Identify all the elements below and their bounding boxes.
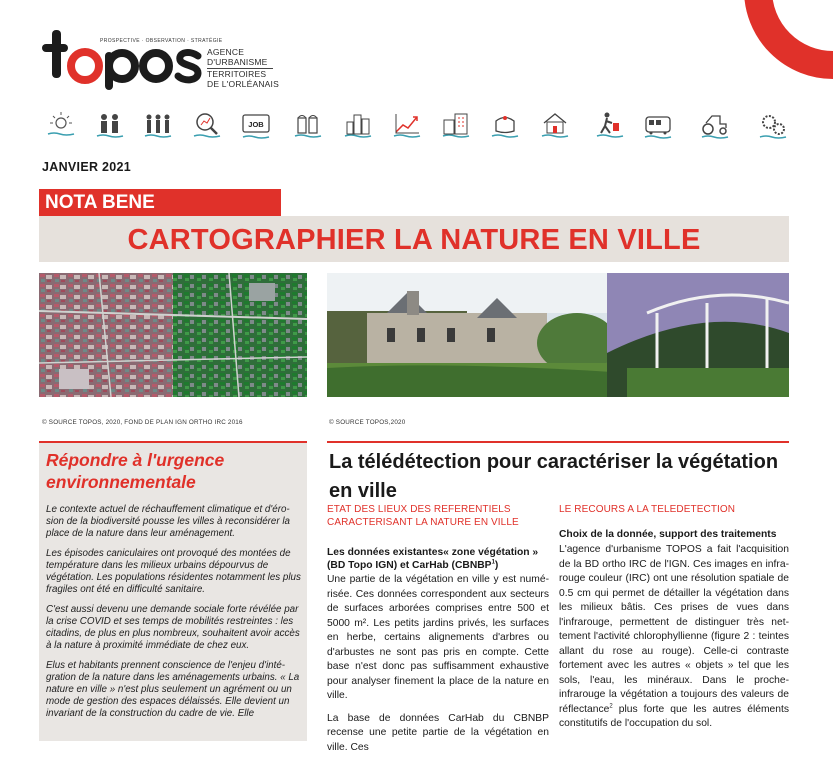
family-icon bbox=[143, 110, 173, 140]
tram-icon bbox=[643, 110, 673, 140]
sidebar-paragraph: Elus et habitants prennent conscience de l'enjeu d'intégration de la nature dans les aménagements urbains. « La nature en ville » n'est plus seulement un agrément ou un mode de gestion des espaces délaissés. Elle devient un invariant de la construction du cadre de vie. Elle bbox=[46, 660, 300, 719]
footnote-ref: 1 bbox=[491, 559, 495, 566]
sidebar-paragraph: Le contexte actuel de réchauffement climatique et d'érosion de la biodiversité pousse les villes à reconsidérer la place de la nature dans leur aménagement. bbox=[46, 504, 290, 539]
logo-tagline: PROSPECTIVE · OBSERVATION · STRATÉGIE bbox=[100, 38, 223, 44]
people-icon bbox=[95, 110, 125, 140]
column1-paragraph: La base de données CarHab du CBNBP recense une petite partie de la végétation en ville. Ces bbox=[327, 712, 549, 753]
column2-subheading: Choix de la donnée, support des traitements bbox=[559, 529, 777, 540]
footnote-ref: 2 bbox=[609, 703, 613, 710]
theme-icon-row bbox=[40, 110, 800, 140]
sidebar-paragraph: Les épisodes caniculaires ont provoqué des montées de température dans les milieux urbains dépourvus de végétation. Les populations résidentes notamment les plus fragiles ont été en difficulté sanitaire. bbox=[46, 548, 301, 595]
house-icon bbox=[540, 110, 570, 140]
column2-paragraph-text: L'agence d'urbanisme TOPOS a fait l'acquisition de la BD ortho IRC de l'IGN. Ces images en infrarouge couleur (IRC) ont une résolution spatiale de 0.5 cm qui permet de détailler la végétation dans les milieux bâtis. Ces prises de vues dans l'infrarouge, permettent de distinguer très nettement l'activité chlorophyllienne (figure 2 : teintes allant du rose au rouge). Celle-ci contraste fortement avec les autres « objets » tel que les sols, l'eau, les minéraux. Dans le proche-infrarouge la végétation a toujours des valeurs de réflectance bbox=[559, 544, 789, 715]
column1-subheading-text: Les données existantes« zone végétation » (BD Topo IGN) et CarHab (CBNBP bbox=[327, 547, 539, 571]
column1-heading: ETAT DES LIEUX DES REFERENTIELS CARACTERISANT LA NATURE EN VILLE bbox=[327, 504, 519, 528]
growth-chart-icon bbox=[392, 110, 422, 140]
agency-line: D'URBANISME bbox=[207, 56, 268, 67]
garden-photo bbox=[327, 273, 789, 397]
sidebar-paragraph: C'est aussi devenu une demande sociale forte révélée par la crise COVID et ses temps de mobilités restreintes : les citadins, de plus en plus nombreux, souhaitent avoir accès à la nature à proximité immédiate de chez eux. bbox=[46, 604, 300, 651]
agency-line: AGENCE bbox=[207, 47, 245, 57]
tractor-icon bbox=[700, 110, 730, 140]
article-top-rule bbox=[327, 441, 789, 443]
column1-paragraph: Une partie de la végétation en ville y est numérisée. Ces données correspondent aux secteurs de surfaces arborées comprises entre 500 et 5000 m². Les petits jardins privés, les surfaces en herbe, certains alignements d'arbres ou d'arbustes ne sont pas pris en compte. Cette base n'est donc pas suffisamment exhaustive pour analyser finement la place de la nature en ville. bbox=[327, 574, 549, 701]
sidebar-title: Répondre à l'urgence environnementale bbox=[46, 450, 225, 492]
job-icon bbox=[241, 110, 271, 140]
idea-icon bbox=[46, 110, 76, 140]
issue-date: JANVIER 2021 bbox=[42, 160, 132, 174]
column2-body bbox=[559, 543, 789, 740]
agency-line: TERRITOIRES bbox=[207, 69, 267, 79]
column2-paragraph bbox=[559, 543, 789, 732]
agency-name bbox=[207, 48, 279, 89]
column1-subheading bbox=[327, 546, 551, 572]
column2-heading: LE RECOURS A LA TELEDETECTION bbox=[559, 504, 736, 515]
column1-subheading-end: ) bbox=[494, 560, 499, 571]
article-title: La télédétection pour caractériser la végétation en ville bbox=[329, 451, 779, 502]
nota-bene-label: NOTA BENE bbox=[39, 189, 281, 216]
wallet-icon bbox=[490, 110, 520, 140]
agency-line: DE L'ORLÉANAIS bbox=[207, 78, 279, 89]
traveler-icon bbox=[595, 110, 625, 140]
column2-paragraph-end: plus forte que les autres éléments constitutifs de l'occupation du sol. bbox=[559, 703, 789, 729]
image-caption-left: © SOURCE TOPOS, 2020, FOND DE PLAN IGN ORTHO IRC 2016 bbox=[42, 419, 243, 426]
image-caption-right: © SOURCE TOPOS,2020 bbox=[329, 419, 406, 426]
page-title: CARTOGRAPHIER LA NATURE EN VILLE bbox=[127, 224, 701, 256]
city-icon bbox=[343, 110, 373, 140]
gears-icon bbox=[758, 110, 788, 140]
search-chart-icon bbox=[192, 110, 222, 140]
buildings-icon bbox=[441, 110, 471, 140]
infrared-aerial-image bbox=[39, 273, 307, 397]
sidebar-text bbox=[46, 504, 302, 728]
corner-arc-decoration bbox=[743, 0, 833, 110]
silos-icon bbox=[293, 110, 323, 140]
job-label: JOB bbox=[248, 120, 264, 129]
